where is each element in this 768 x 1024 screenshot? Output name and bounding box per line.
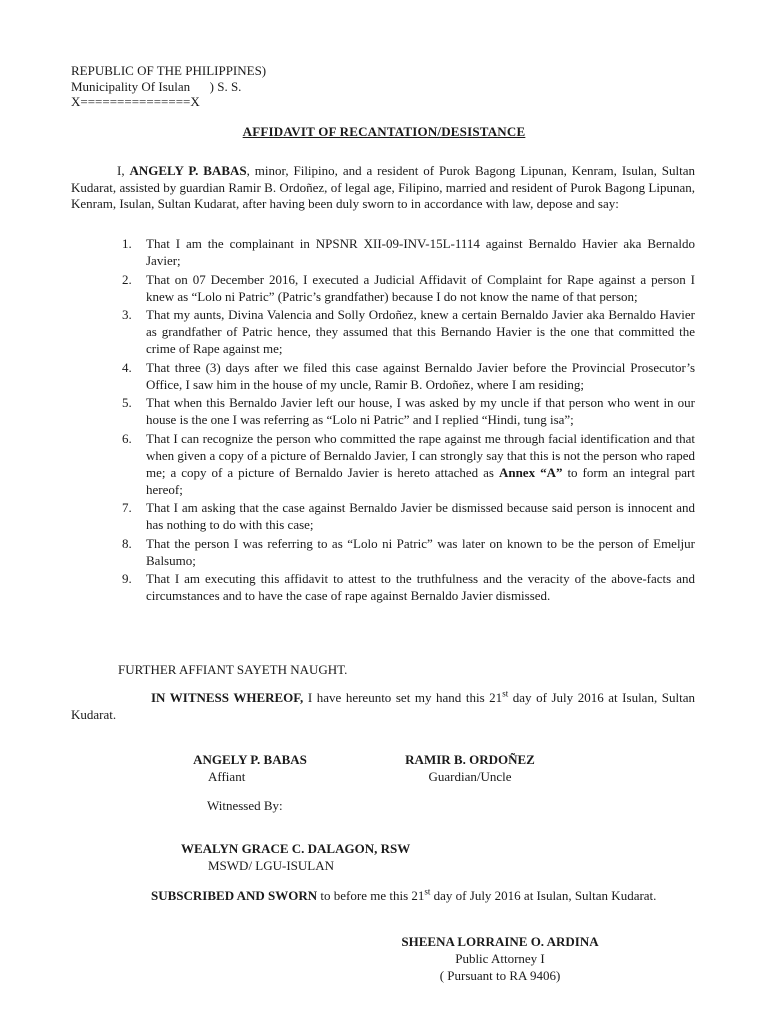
annex-reference: Annex “A”: [498, 464, 563, 480]
list-item: 1. That I am the complainant in NPSNR XII-09-INV-15L-1114 against Bernaldo Havier aka Bernaldo Javier;: [122, 236, 695, 268]
affiant-role: Affiant: [208, 769, 246, 784]
attorney-signature-block: [370, 933, 630, 984]
list-item: 8. That the person I was referring to as “Lolo ni Patric” was later on known to be the person of Emeljur Balsumo;: [122, 535, 695, 568]
document-title: AFFIDAVIT OF RECANTATION/DESISTANCE: [242, 124, 526, 139]
caption-municipality: Municipality Of Isulan ) S. S.: [71, 79, 242, 94]
affiant-name-inline: ANGELY P. BABAS: [129, 163, 247, 178]
intro-paragraph: [71, 163, 695, 213]
caption-republic: REPUBLIC OF THE PHILIPPINES): [71, 63, 267, 78]
guardian-signature-block: [385, 751, 555, 785]
list-item: 2. That on 07 December 2016, I executed a Judicial Affidavit of Complaint for Rape against a person I knew as “Lolo ni Patric” (Patric’s grandfather) because I do not know the name of that person;: [122, 271, 695, 304]
list-item: 4. That three (3) days after we filed this case against Bernaldo Javier before the Provincial Prosecutor’s Office, I saw him in the house of my uncle, Ramir B. Ordoñez, where I am residing;: [122, 359, 695, 392]
list-item: 9. That I am executing this affidavit to attest to the truthfulness and the veracity of the above-facts and circumstances and to have the case of rape against Bernaldo Javier dismissed.: [122, 571, 695, 603]
witness-whereof-paragraph: IN WITNESS WHEREOF, I have hereunto set my hand this 21st day of July 2016 at Isulan, Sultan Kudarat.: [71, 688, 695, 722]
list-item: 7. That I am asking that the case against Bernaldo Javier be dismissed because said person is innocent and has nothing to do with this case;: [122, 500, 695, 532]
witness-name: WEALYN GRACE C. DALAGON, RSW: [181, 841, 411, 856]
witnessed-by-label: Witnessed By:: [207, 798, 283, 813]
witness-office: MSWD/ LGU-ISULAN: [208, 858, 335, 873]
guardian-role: Guardian/Uncle: [428, 769, 512, 784]
intro-post: , minor, Filipino, and a resident of Purok Bagong Lipunan, Kenram, Isulan, Sultan Kudarat, assisted by guardian Ramir B. Ordoñez, of legal age, Filipino, married and resident of Purok Bagong Lipunan, Kenram, Isulan, Sultan Kudarat, after having been duly sworn to in accordance with law, depose and say:: [71, 163, 695, 211]
affiant-name: ANGELY P. BABAS: [193, 752, 307, 767]
intro-pre: I,: [117, 163, 130, 178]
attorney-name: SHEENA LORRAINE O. ARDINA: [401, 934, 599, 949]
attorney-note: ( Pursuant to RA 9406): [439, 968, 561, 983]
attorney-title: Public Attorney I: [455, 951, 545, 966]
affiant-signature-block: [165, 751, 335, 785]
further-affiant-line: FURTHER AFFIANT SAYETH NAUGHT.: [118, 662, 348, 677]
caption-separator: X===============X: [71, 94, 200, 109]
list-item: 5. That when this Bernaldo Javier left our house, I was asked by my uncle if that person who went in our house is the one I was referring as “Lolo ni Patric” and I replied “Hindi, tung isa”;: [122, 395, 695, 427]
subscribed-paragraph: SUBSCRIBED AND SWORN to before me this 21st day of July 2016 at Isulan, Sultan Kudarat.: [151, 886, 657, 903]
list-item: 3. That my aunts, Divina Valencia and Solly Ordoñez, knew a certain Bernaldo Javier aka Bernaldo Havier as grandfather of Patric hence, they assumed that this Bernando Havier is the one that committed the crime of Rape against me;: [122, 307, 695, 356]
list-item: 6. That I can recognize the person who committed the rape against me through facial identification and that when given a copy of a picture of Bernaldo Javier, I can strongly say that this is not the person who raped me; a copy of a picture of Bernaldo Javier is hereto attached as Annex “A” to form an integral part hereof;: [122, 430, 695, 497]
statements-list: [118, 235, 695, 606]
guardian-name: RAMIR B. ORDOÑEZ: [405, 752, 535, 767]
